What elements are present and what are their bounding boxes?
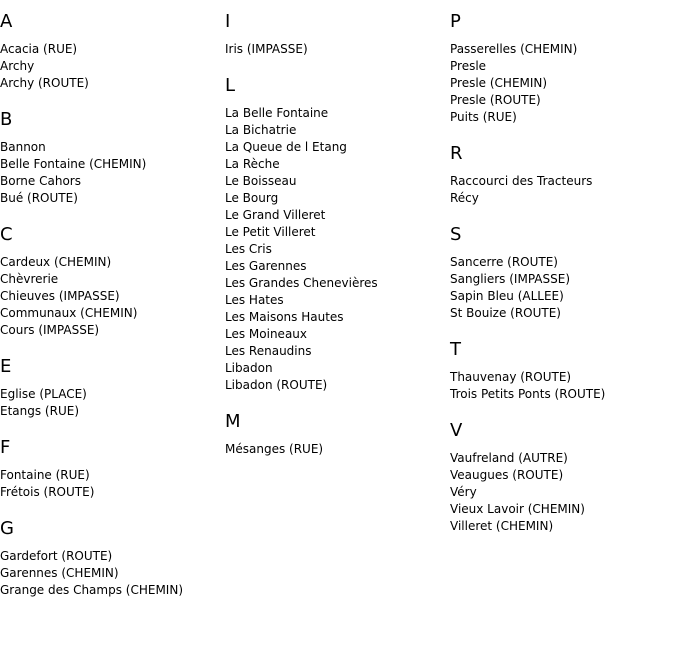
street-item: Presle (CHEMIN) [450, 76, 548, 90]
letter-group [0, 109, 225, 207]
street-item: Chèvrerie [0, 272, 59, 286]
letter-group [450, 420, 675, 535]
street-list [0, 467, 225, 501]
street-item: Grange des Champs (CHEMIN) [0, 583, 183, 597]
street-item: Les Renaudins [225, 344, 312, 358]
letter-heading: R [450, 143, 463, 164]
street-list [225, 105, 450, 394]
street-list [0, 139, 225, 207]
street-list [0, 548, 225, 599]
street-item: Iris (IMPASSE) [225, 42, 308, 56]
street-item: Raccourci des Tracteurs [450, 174, 593, 188]
letter-heading: C [0, 224, 13, 245]
street-list [0, 41, 225, 92]
letter-group [450, 339, 675, 403]
street-item: Passerelles (CHEMIN) [450, 42, 578, 56]
street-list [450, 450, 675, 535]
letter-heading: P [450, 11, 461, 32]
street-item: Libadon [225, 361, 273, 375]
letter-heading: M [225, 411, 241, 432]
street-item: Etangs (RUE) [0, 404, 79, 418]
letter-heading: F [0, 437, 11, 458]
letter-heading: T [450, 339, 461, 360]
street-item: Véry [450, 485, 477, 499]
street-item: Frétois (ROUTE) [0, 485, 95, 499]
street-item: Sapin Bleu (ALLEE) [450, 289, 564, 303]
street-item: Les Moineaux [225, 327, 308, 341]
street-item: Les Grandes Chenevières [225, 276, 378, 290]
letter-group [225, 11, 450, 58]
index-column [0, 0, 225, 599]
street-item: Les Garennes [225, 259, 307, 273]
street-item: La Bichatrie [225, 123, 297, 137]
street-item: La Rèche [225, 157, 280, 171]
letter-group [0, 518, 225, 599]
street-item: Bannon [0, 140, 46, 154]
street-item: Cours (IMPASSE) [0, 323, 100, 337]
letter-group [0, 356, 225, 420]
letter-group [0, 11, 225, 92]
street-item: La Belle Fontaine [225, 106, 329, 120]
street-item: Veaugues (ROUTE) [450, 468, 564, 482]
street-item: Le Grand Villeret [225, 208, 326, 222]
street-item: Presle [450, 59, 487, 73]
street-item: Les Cris [225, 242, 272, 256]
street-item: Bué (ROUTE) [0, 191, 78, 205]
street-item: Récy [450, 191, 479, 205]
letter-group [225, 411, 450, 458]
letter-group [0, 437, 225, 501]
street-item: Sancerre (ROUTE) [450, 255, 558, 269]
street-item: Garennes (CHEMIN) [0, 566, 119, 580]
street-item: St Bouize (ROUTE) [450, 306, 561, 320]
street-item: Mésanges (RUE) [225, 442, 324, 456]
letter-group [0, 224, 225, 339]
street-item: Belle Fontaine (CHEMIN) [0, 157, 147, 171]
street-list [450, 41, 675, 126]
street-item: Eglise (PLACE) [0, 387, 87, 401]
street-list [0, 386, 225, 420]
street-item: Sangliers (IMPASSE) [450, 272, 570, 286]
letter-heading: G [0, 518, 14, 539]
street-item: Borne Cahors [0, 174, 81, 188]
street-list [450, 369, 675, 403]
street-item: Communaux (CHEMIN) [0, 306, 138, 320]
index-column [225, 0, 450, 458]
street-list [225, 441, 450, 458]
letter-heading: I [225, 11, 231, 32]
letter-group [450, 11, 675, 126]
letter-heading: E [0, 356, 12, 377]
letter-heading: B [0, 109, 13, 130]
letter-group [450, 143, 675, 207]
street-item: Gardefort (ROUTE) [0, 549, 113, 563]
letter-heading: L [225, 75, 236, 96]
street-item: Presle (ROUTE) [450, 93, 541, 107]
street-list [450, 254, 675, 322]
street-item: Le Boisseau [225, 174, 297, 188]
street-item: Chieuves (IMPASSE) [0, 289, 120, 303]
street-item: Fontaine (RUE) [0, 468, 90, 482]
street-list [0, 254, 225, 339]
street-item: Libadon (ROUTE) [225, 378, 328, 392]
street-list [225, 41, 450, 58]
street-item: Les Hates [225, 293, 284, 307]
street-item: Les Maisons Hautes [225, 310, 344, 324]
index-column [450, 0, 675, 535]
street-item: Archy [0, 59, 35, 73]
street-list [450, 173, 675, 207]
street-item: Puits (RUE) [450, 110, 517, 124]
street-item: Le Bourg [225, 191, 279, 205]
street-item: Vaufreland (AUTRE) [450, 451, 568, 465]
street-item: Archy (ROUTE) [0, 76, 89, 90]
street-item: Villeret (CHEMIN) [450, 519, 554, 533]
street-item: La Queue de l Etang [225, 140, 347, 154]
street-item: Vieux Lavoir (CHEMIN) [450, 502, 585, 516]
letter-group [225, 75, 450, 394]
street-item: Acacia (RUE) [0, 42, 78, 56]
letter-heading: V [450, 420, 463, 441]
letter-heading: A [0, 11, 13, 32]
letter-group [450, 224, 675, 322]
letter-heading: S [450, 224, 462, 245]
street-item: Trois Petits Ponts (ROUTE) [450, 387, 606, 401]
street-item: Le Petit Villeret [225, 225, 316, 239]
street-item: Cardeux (CHEMIN) [0, 255, 112, 269]
street-item: Thauvenay (ROUTE) [450, 370, 572, 384]
